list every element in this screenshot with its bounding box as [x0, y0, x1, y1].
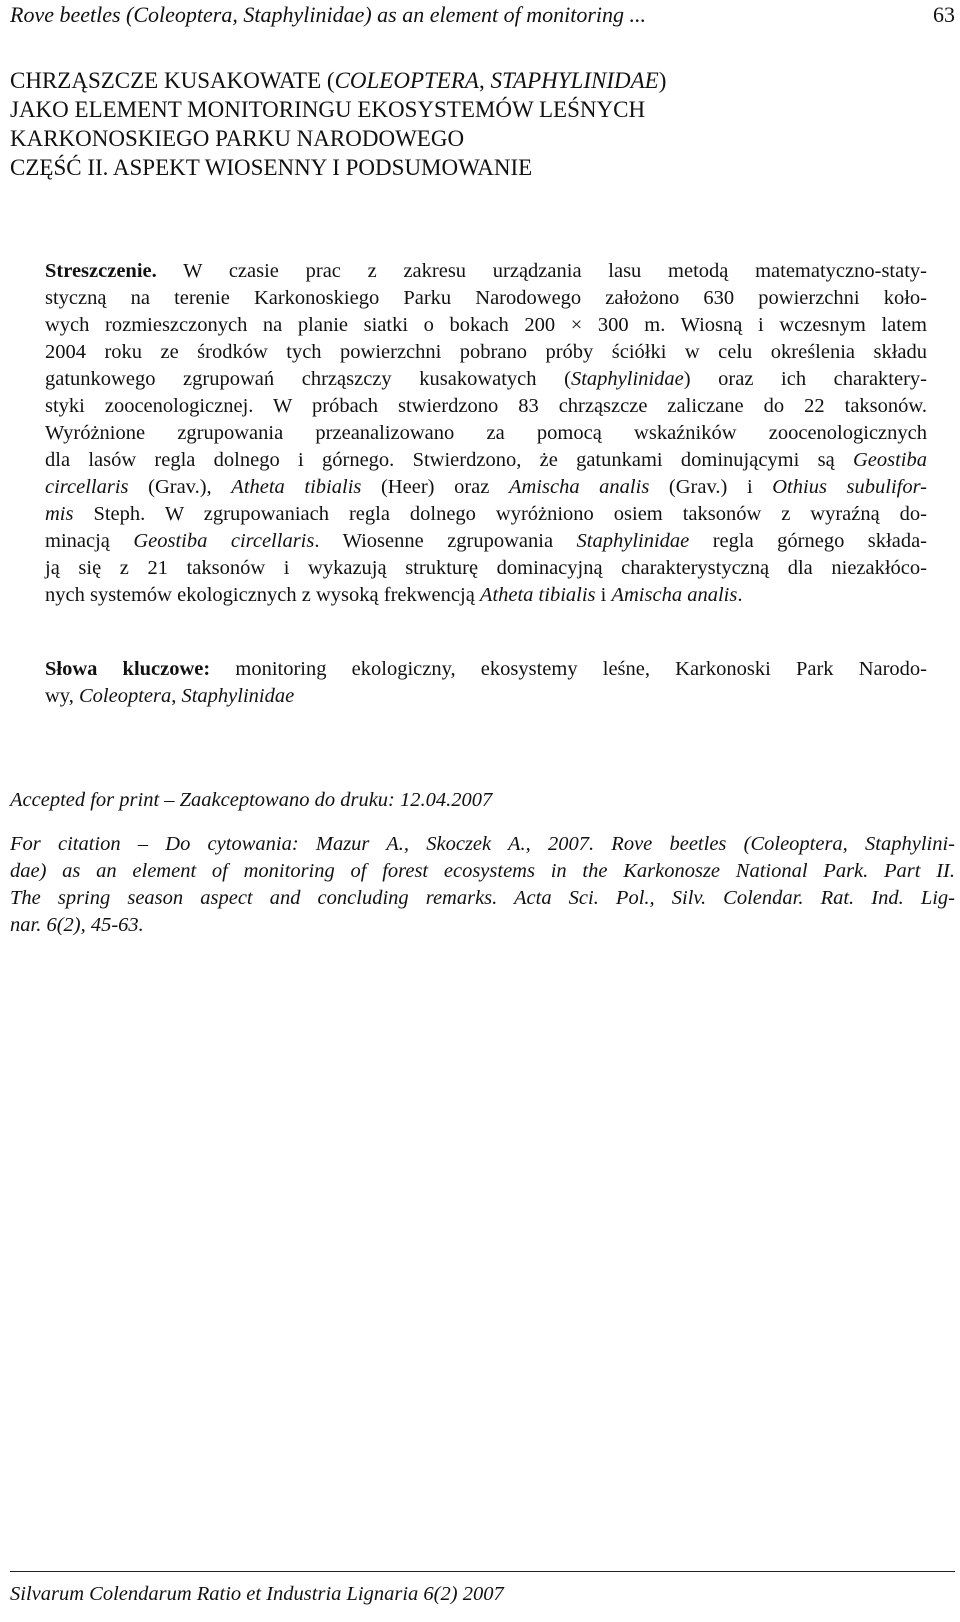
abstract-line: Wyróżnione zgrupowania przeanalizowano za pomocą wskaźników zoocenologicznych [45, 422, 927, 444]
abstract-line: styki zoocenologicznej. W próbach stwierdzono 83 chrząszcze zaliczane do 22 taksonów. [45, 395, 927, 417]
keywords-line: wy, Coleoptera, Staphylinidae [45, 685, 295, 707]
keywords [45, 656, 927, 710]
running-footer: Silvarum Colendarum Ratio et Industria Lignaria 6(2) 2007 [10, 1583, 504, 1605]
abstract-line: mis Steph. W zgrupowaniach regla dolnego wyróżniono osiem taksonów z wyraźną do- [45, 503, 927, 525]
abstract-line: nych systemów ekologicznych z wysoką frekwencją Atheta tibialis i Amischa analis. [45, 584, 743, 606]
title-line-4: CZĘŚĆ II. ASPEKT WIOSENNY I PODSUMOWANIE [10, 155, 533, 180]
page-number: 63 [933, 2, 955, 27]
abstract [45, 258, 927, 609]
footer-rule [10, 1571, 955, 1572]
citation-line: The spring season aspect and concluding remarks. Acta Sci. Pol., Silv. Colendar. Rat. Ind. Lig- [10, 887, 955, 909]
abstract-line: circellaris (Grav.), Atheta tibialis (Heer) oraz Amischa analis (Grav.) i Othius subulifor- [45, 476, 927, 498]
citation-line: For citation – Do cytowania: Mazur A., Skoczek A., 2007. Rove beetles (Coleoptera, Staphylini- [10, 833, 955, 855]
keywords-label: Słowa kluczowe: [45, 658, 211, 680]
abstract-label: Streszczenie. [45, 260, 157, 282]
abstract-line: 2004 roku ze środków tych powierzchni pobrano próby ściółki w celu określenia składu [45, 341, 927, 363]
article-page [10, 0, 955, 1622]
citation-line: dae) as an element of monitoring of forest ecosystems in the Karkonosze National Park. Part II. [10, 860, 955, 882]
citation [10, 831, 955, 939]
abstract-line: dla lasów regla dolnego i górnego. Stwierdzono, że gatunkami dominującymi są Geostiba [45, 449, 927, 471]
title-line-3: KARKONOSKIEGO PARKU NARODOWEGO [10, 126, 465, 151]
article-title [10, 66, 945, 182]
title-line-2: JAKO ELEMENT MONITORINGU EKOSYSTEMÓW LEŚNYCH [10, 97, 646, 122]
abstract-line: gatunkowego zgrupowań chrząszczy kusakowatych (Staphylinidae) oraz ich charaktery- [45, 368, 927, 390]
abstract-line: minacją Geostiba circellaris. Wiosenne zgrupowania Staphylinidae regla górnego składa- [45, 530, 928, 552]
citation-line: nar. 6(2), 45-63. [10, 914, 144, 936]
abstract-line: styczną na terenie Karkonoskiego Parku Narodowego założono 630 powierzchni koło- [45, 287, 927, 309]
title-line-1: CHRZĄSZCZE KUSAKOWATE (COLEOPTERA, STAPHYLINIDAE) [10, 68, 667, 93]
keywords-line: Słowa kluczowe: monitoring ekologiczny, ekosystemy leśne, Karkonoski Park Narodo- [45, 658, 927, 680]
abstract-line: wych rozmieszczonych na planie siatki o bokach 200 × 300 m. Wiosną i wczesnym latem [45, 314, 927, 336]
running-title: Rove beetles (Coleoptera, Staphylinidae) as an element of monitoring ... [10, 2, 647, 27]
running-header [10, 2, 955, 32]
abstract-line: ją się z 21 taksonów i wykazują strukturę dominacyjną charakterystyczną dla niezakłóco- [45, 557, 927, 579]
accepted-date: Accepted for print – Zaakceptowano do druku: 12.04.2007 [10, 789, 493, 811]
abstract-line: Streszczenie. W czasie prac z zakresu urządzania lasu metodą matematyczno-staty- [45, 260, 927, 282]
